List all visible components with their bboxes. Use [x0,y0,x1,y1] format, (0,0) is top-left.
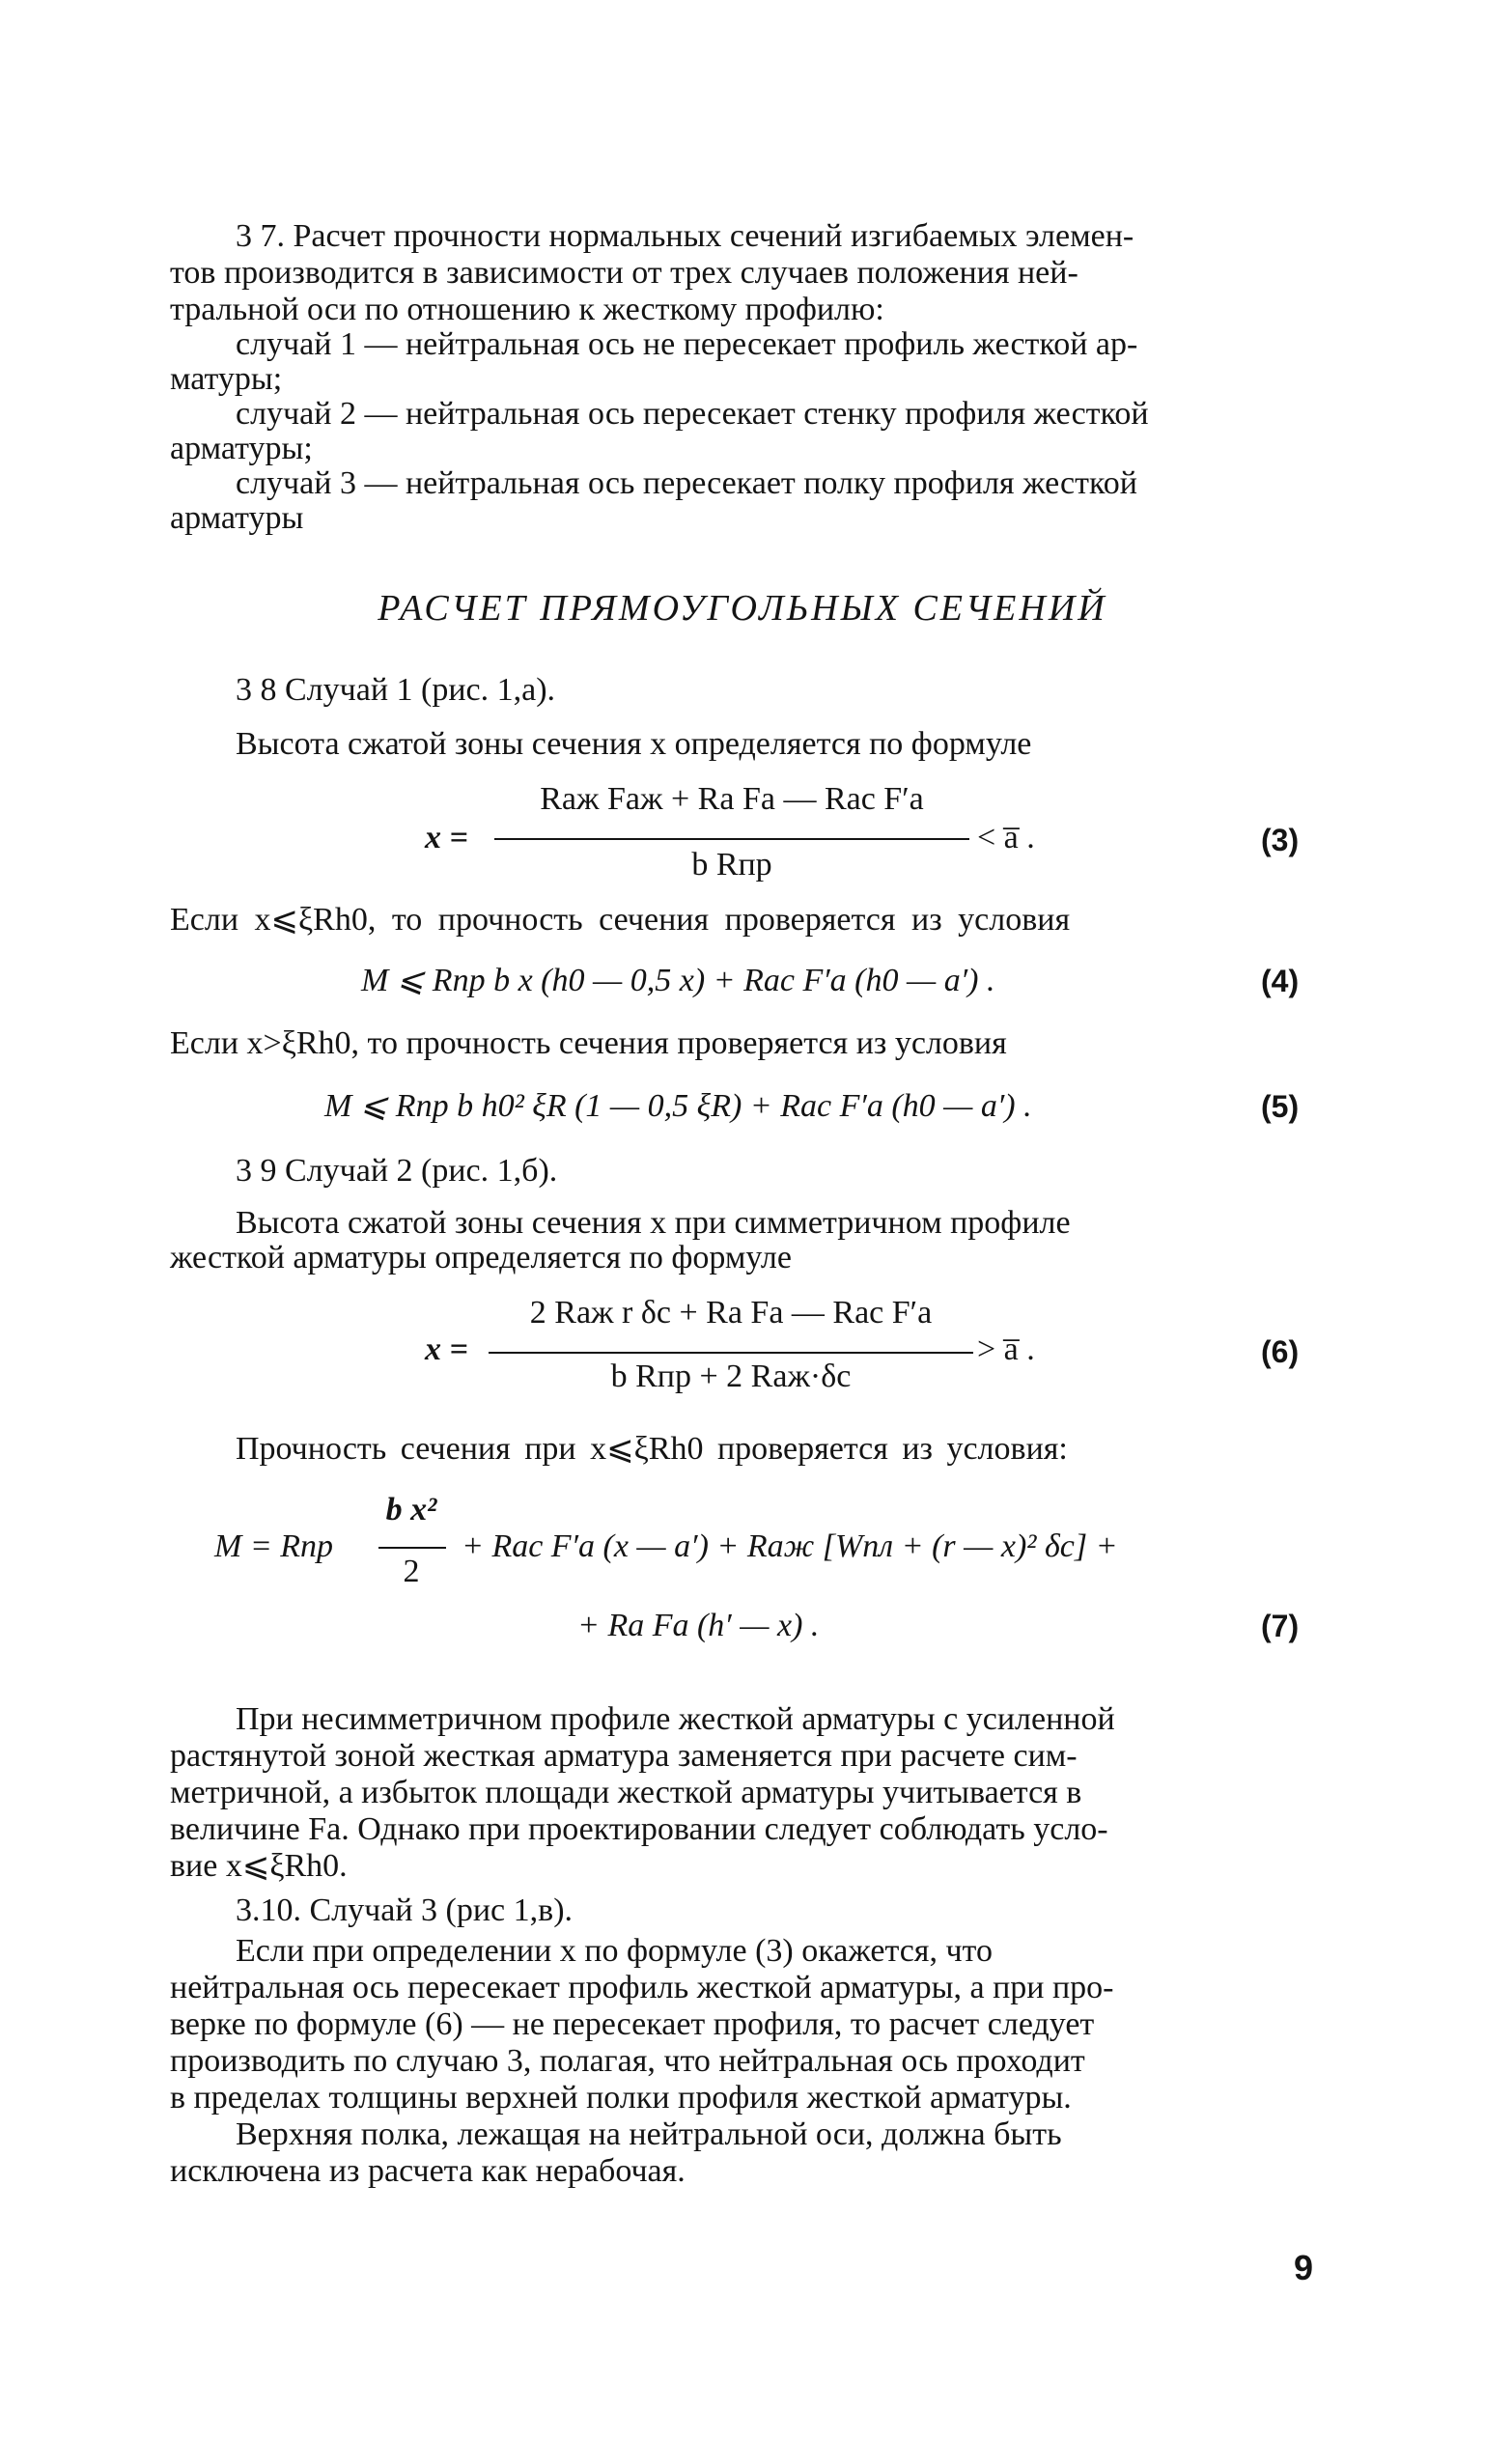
eq7-frac-num: b x² [385,1492,437,1527]
case-3-line-2: арматуры [170,500,304,536]
eq6-condition: > a̅ . [977,1331,1035,1367]
para-3-10-line-1: Если при определении x по формуле (3) окажется, что [236,1933,993,1969]
para-3-10-line-2: нейтральная ось пересекает профиль жесткой арматуры, а при про- [170,1970,1114,2005]
eq3-number: (3) [1261,823,1300,857]
para-3-10-line-5: в пределах толщины верхней полки профиля жесткой арматуры. [170,2080,1072,2116]
equation-5: M ⩽ Rпр b h0² ξR (1 — 0,5 ξR) + Rас F′а (h0 — a′) . [324,1088,1032,1124]
para-3-10-title: 3.10. Случай 3 (рис 1,в). [236,1892,574,1928]
para-3-10-line-3: верке по формуле (6) — не пересекает профиля, то расчет следует [170,2006,1095,2042]
para-3-10-line-7: исключена из расчета как нерабочая. [170,2153,686,2189]
eq6-fraction-bar [489,1352,973,1354]
para-3-8-title: 3 8 Случай 1 (рис. 1,а). [236,672,556,708]
para-3-9-intro-1: Высота сжатой зоны сечения x при симметричном профиле [236,1205,1071,1241]
para-3-8-intro: Высота сжатой зоны сечения x определяется по формуле [236,726,1032,762]
page-number: 9 [1294,2248,1314,2287]
para-3-7-line-3: тральной оси по отношению к жесткому профилю: [170,292,884,327]
para-3-8-if1: Если x⩽ξRh0, то прочность сечения проверяется из условия [170,902,1071,938]
para-asym-line-1: При несимметричном профиле жесткой арматуры с усиленной [236,1701,1115,1737]
para-asym-line-2: растянутой зоной жесткая арматура заменяется при расчете сим- [170,1738,1078,1774]
equation-4: M ⩽ Rпр b x (h0 — 0,5 x) + Rас F′а (h0 — a′) . [361,963,995,998]
para-asym-line-4: величине Fа. Однако при проектировании следует соблюдать усло- [170,1811,1108,1847]
eq3-denominator: b Rпр [691,847,772,883]
eq6-denominator: b Rпр + 2 Rаж·δс [610,1359,852,1394]
eq7-number: (7) [1261,1609,1300,1643]
case-2-line-2: арматуры; [170,431,313,466]
case-2-line-1: случай 2 — нейтральная ось пересекает стенку профиля жесткой [236,396,1149,432]
eq7-rest: + Rас F′а (x — a′) + Rаж [Wпл + (r — x)² δс] + [462,1528,1118,1564]
para-3-8-if2: Если x>ξRh0, то прочность сечения проверяется из условия [170,1025,1007,1061]
para-3-9-title: 3 9 Случай 2 (рис. 1,б). [236,1153,558,1189]
eq6-number: (6) [1261,1334,1300,1369]
eq3-fraction-bar [494,838,969,840]
eq6-numerator: 2 Rаж r δс + Rа Fа — Rас F′а [529,1295,933,1331]
case-3-line-1: случай 3 — нейтральная ось пересекает полку профиля жесткой [236,465,1137,501]
para-3-9-strength: Прочность сечения при x⩽ξRh0 проверяется из условия: [236,1431,1068,1467]
para-3-7-line-2: тов производится в зависимости от трех случаев положения ней- [170,255,1078,291]
eq7-lhs: M = Rпр [214,1528,334,1564]
para-asym-line-3: метричной, а избыток площади жесткой арматуры учитывается в [170,1775,1082,1810]
eq6-lhs: x = [425,1331,468,1367]
eq4-number: (4) [1261,964,1300,998]
para-3-10-line-4: производить по случаю 3, полагая, что нейтральная ось проходит [170,2043,1085,2079]
para-3-7-line-1: 3 7. Расчет прочности нормальных сечений изгибаемых элемен- [236,218,1134,254]
eq3-lhs: x = [425,820,468,855]
eq5-number: (5) [1261,1089,1300,1124]
eq7-frac-den: 2 [403,1554,420,1589]
para-3-9-intro-2: жесткой арматуры определяется по формуле [170,1240,792,1275]
case-1-line-1: случай 1 — нейтральная ось не пересекает профиль жесткой ар- [236,326,1138,362]
eq7-line-2: + Rа Fа (h′ — x) . [577,1608,820,1643]
eq3-condition: < a̅ . [977,820,1035,855]
eq3-numerator: Rаж Fаж + Rа Fа — Rас F′а [540,781,924,817]
eq7-fraction-bar [378,1547,446,1549]
para-asym-line-5: вие x⩽ξRh0. [170,1848,348,1884]
section-heading: РАСЧЕТ ПРЯМОУГОЛЬНЫХ СЕЧЕНИЙ [378,588,1107,629]
para-3-10-line-6: Верхняя полка, лежащая на нейтральной оси, должна быть [236,2116,1062,2152]
case-1-line-2: матуры; [170,361,283,397]
